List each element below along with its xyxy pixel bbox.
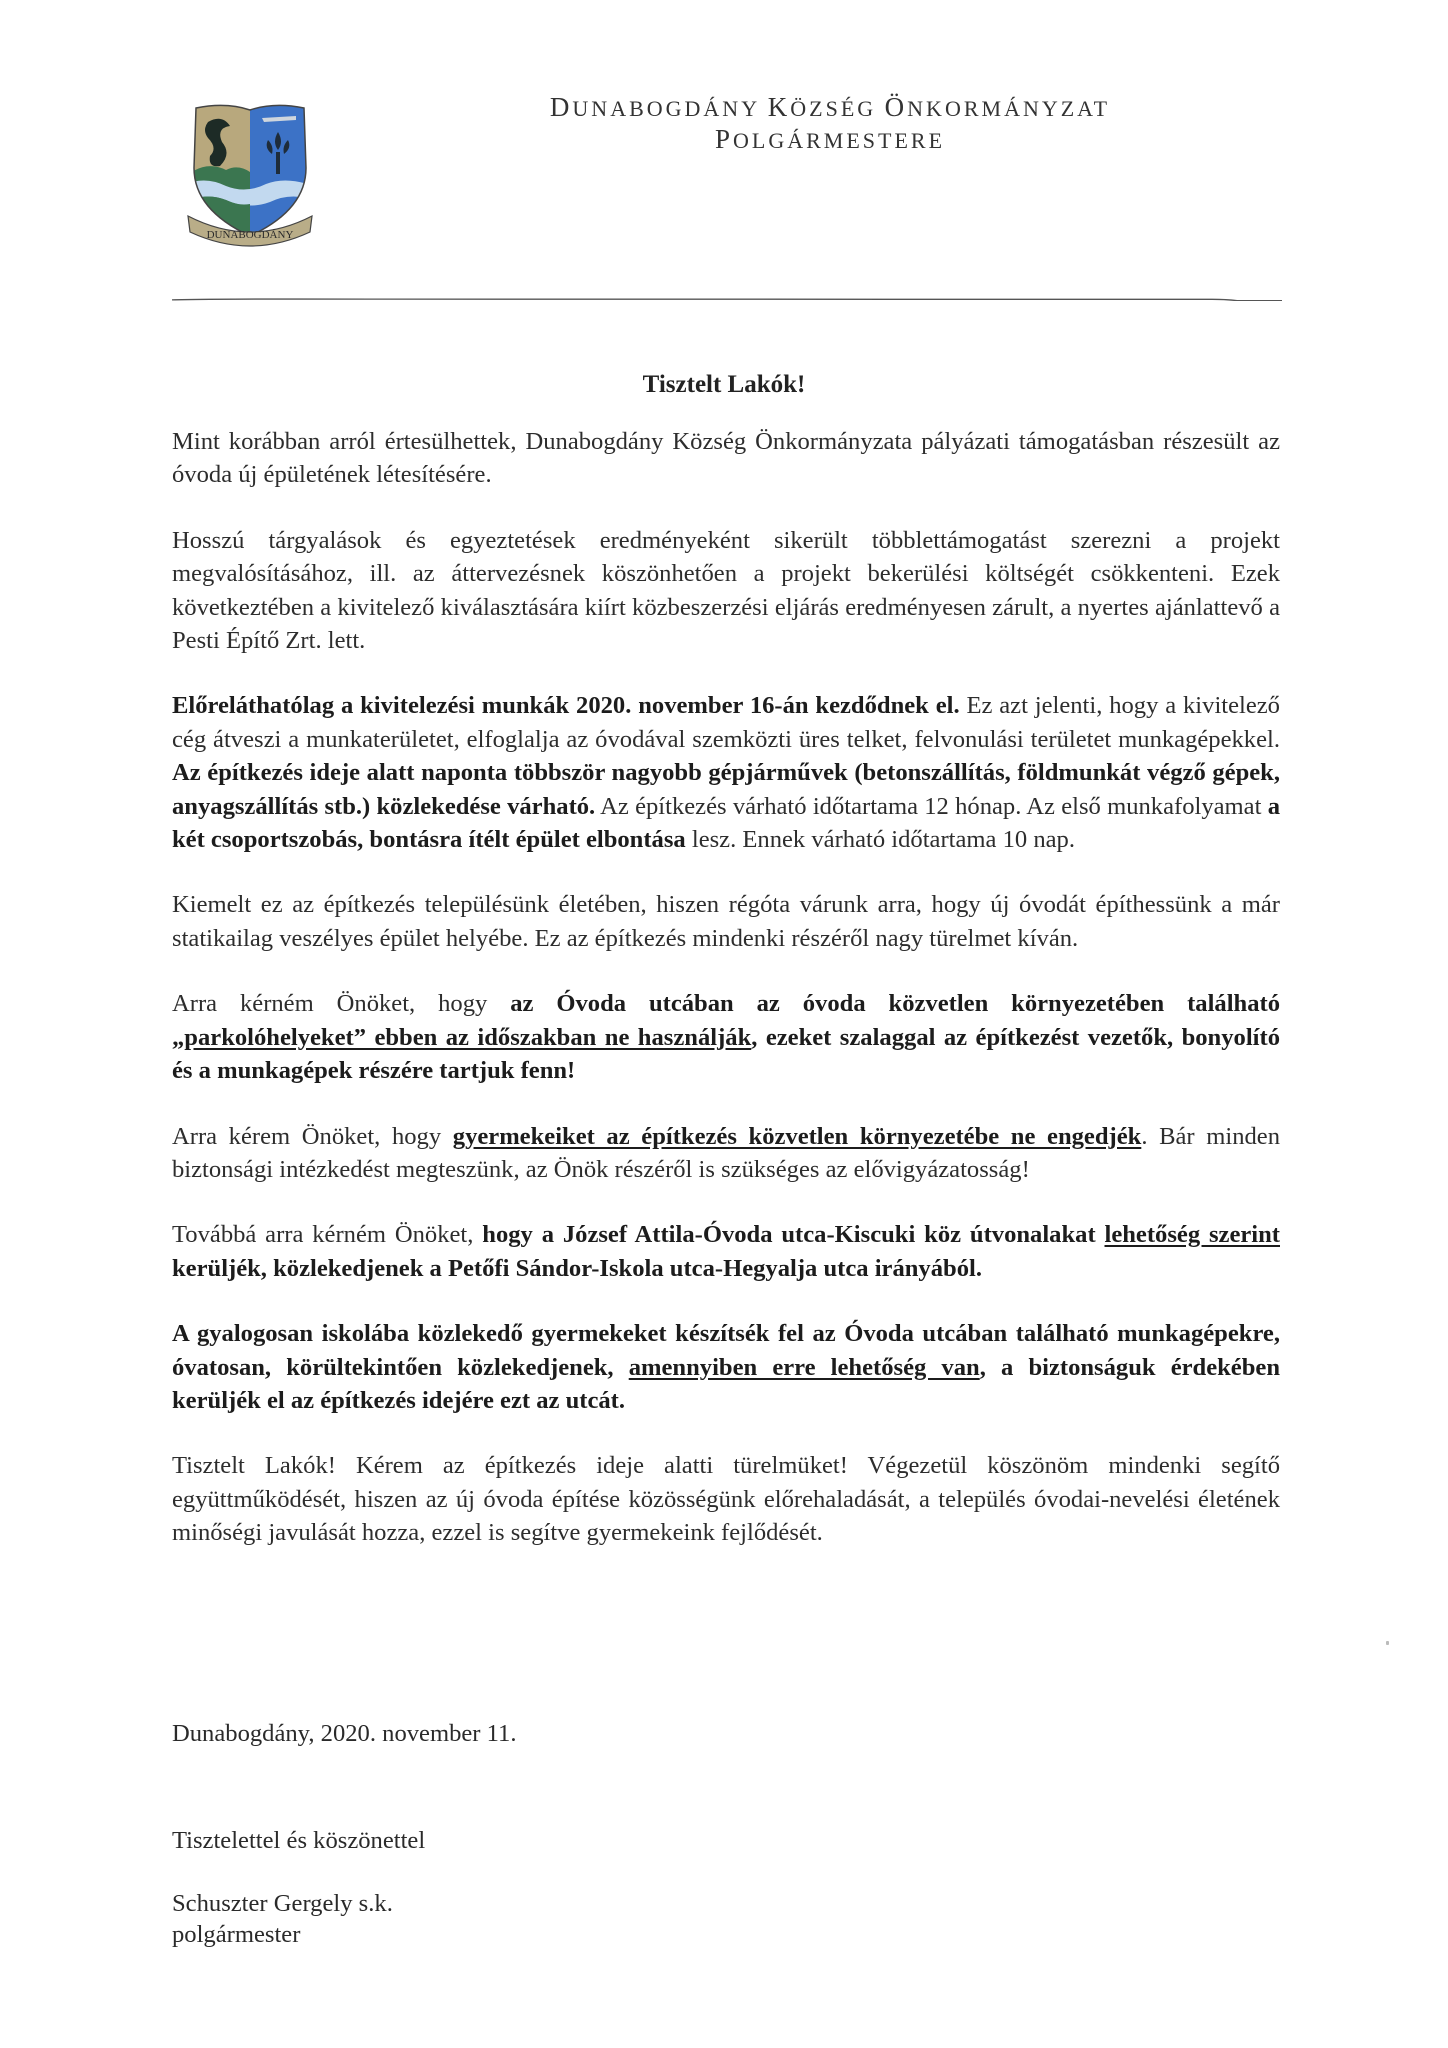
- closing-line: Tisztelettel és köszönettel: [172, 1827, 426, 1854]
- municipal-crest-logo: [186, 98, 314, 258]
- body-paragraph: [172, 888, 1280, 955]
- body-paragraph: [172, 1120, 1280, 1187]
- bold-emphasis: Az építkezés ideje alatt naponta többször nagyobb gépjárművek (betonszállítás, földmunkát végző gépek, anyagszállítás stb.) közlekedése várható.: [172, 759, 1280, 820]
- letterhead-title-line2: [300, 124, 1360, 155]
- bold-emphasis: A gyalogosan iskolába közlekedő gyermekeket készítsék fel az Óvoda utcában található munkagépekre, óvatosan, körültekintően közlekedjenek,: [172, 1320, 1280, 1381]
- text-segment: Arra kérném Önöket, hogy: [172, 990, 511, 1018]
- signature-block: [172, 1888, 393, 1950]
- text-segment: . Bár minden biztonsági intézkedést megteszünk, az Önök részéről is szükséges az elővigyázatosság!: [172, 1122, 1280, 1183]
- body-paragraph: [172, 689, 1280, 856]
- title-word: DUNABOGDÁNY: [549, 92, 760, 122]
- letterhead-divider: [172, 298, 1282, 301]
- text-segment: Az építkezés várható időtartama 12 hónap. Az első munkafolyamat: [595, 792, 1268, 820]
- body-paragraph: [172, 524, 1280, 658]
- text-segment: Arra kérem Önöket, hogy: [172, 1122, 453, 1150]
- crest-banner-text: DUNABOGDÁNY: [206, 229, 294, 241]
- title-word: KÖZSÉG: [767, 92, 877, 122]
- body-paragraph: [172, 987, 1280, 1087]
- title-word: ÖNKORMÁNYZAT: [884, 92, 1111, 122]
- title-word: POLGÁRMESTERE: [714, 124, 946, 154]
- underlined-emphasis: „parkolóhelyeket” ebben az időszakban ne használják: [172, 1023, 752, 1051]
- signatory-name: Schuszter Gergely s.k.: [172, 1890, 393, 1917]
- body-paragraph: [172, 1317, 1280, 1417]
- body-paragraph: [172, 1449, 1280, 1549]
- scan-speck: [1386, 1641, 1389, 1645]
- underlined-emphasis: gyermekeiket az építkezés közvetlen környezetébe ne engedjék: [452, 1122, 1142, 1150]
- bold-emphasis: az Óvoda utcában az óvoda közvetlen környezetében található: [510, 990, 1280, 1018]
- underlined-emphasis: amennyiben erre lehetőség van: [628, 1353, 980, 1381]
- date-line: Dunabogdány, 2020. november 11.: [172, 1720, 517, 1747]
- underlined-emphasis: lehetőség szerint: [1104, 1221, 1280, 1249]
- bold-emphasis: Előreláthatólag a kivitelezési munkák 2020. november 16-án kezdődnek el.: [172, 692, 960, 720]
- text-segment: Tisztelt Lakók! Kérem az építkezés ideje alatti türelmüket! Végezetül köszönöm mindenki segítő együttműködését, hiszen az új óvoda építése közösségünk előrehaladását, a település óvodai-nevelési életének minőségi javulását hozza, ezzel is segítve gyermekeink fejlődését.: [172, 1452, 1280, 1547]
- signatory-title: polgármester: [172, 1921, 301, 1948]
- text-segment: Ez azt jelenti, hogy a kivitelező cég átveszi a munkaterületet, elfoglalja az óvodával szemközti üres telket, felvonulási területet munkagépekkel.: [172, 692, 1280, 753]
- bold-emphasis: a két csoportszobás, bontásra ítélt épület elbontása: [172, 792, 1280, 854]
- text-segment: Mint korábban arról értesülhettek, Dunabogdány Község Önkormányzata pályázati támogatásban részesült az óvoda új épületének létesítésére.: [172, 428, 1280, 489]
- text-segment: lesz. Ennek várható időtartama 10 nap.: [685, 826, 1075, 854]
- bold-emphasis: , ezeket szalaggal az építkezést vezetők, bonyolító és a munkagépek részére tartjuk fenn!: [172, 1023, 1280, 1085]
- bold-emphasis: hogy a József Attila-Óvoda utca-Kiscuki köz útvonalakat: [482, 1221, 1105, 1249]
- text-segment: Továbbá arra kérném Önöket,: [172, 1221, 483, 1249]
- bold-emphasis: kerüljék, közlekedjenek a Petőfi Sándor-Iskola utca-Hegyalja utca irányából.: [172, 1254, 982, 1282]
- text-segment: Kiemelt ez az építkezés településünk életében, hiszen régóta várunk arra, hogy új óvodát építhessünk a már statikailag veszélyes épület helyébe. Ez az építkezés mindenki részéről nagy türelmet kíván.: [172, 891, 1280, 952]
- bold-emphasis: , a biztonságuk érdekében kerüljék el az építkezés idejére ezt az utcát.: [172, 1353, 1280, 1414]
- body-paragraph: [172, 1218, 1280, 1285]
- letterhead-title-line1: [300, 92, 1360, 123]
- coat-of-arms-icon: [186, 98, 314, 258]
- greeting-heading: Tisztelt Lakók!: [642, 371, 806, 398]
- body-paragraph: [172, 425, 1280, 492]
- letter-body: [172, 425, 1280, 1582]
- text-segment: Hosszú tárgyalások és egyeztetések eredményeként sikerült többlettámogatást szerezni a projekt megvalósításához, ill. az áttervezésnek köszönhetően a projekt bekerülési költségét csökkenteni. Ezek következtében a kivitelező kiválasztására kiírt közbeszerzési eljárás eredményesen zárult, a nyertes ajánlattevő a Pesti Építő Zrt. lett.: [172, 526, 1280, 655]
